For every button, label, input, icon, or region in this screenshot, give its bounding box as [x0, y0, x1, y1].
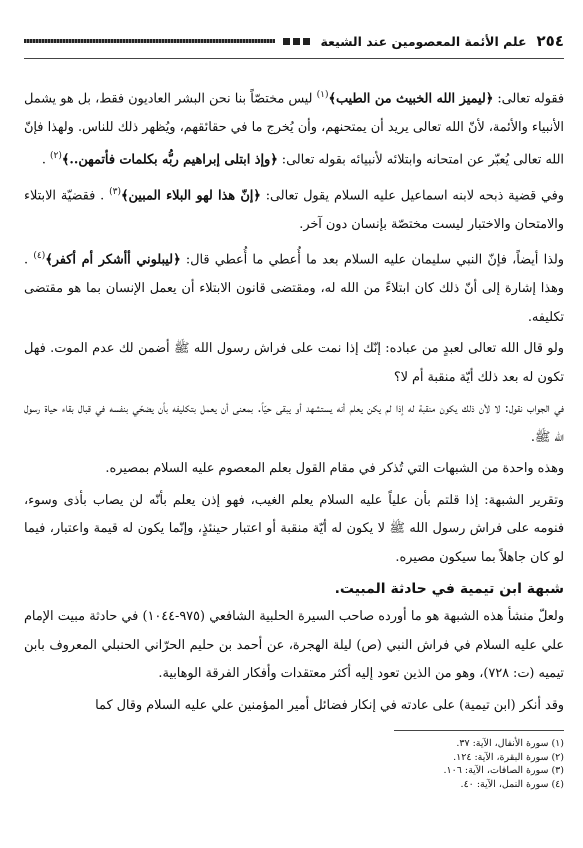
- paragraph: في الجواب نقول: لا لأن ذلك يكون منقبة له إذا لم يكن يعلم أنه يستشهد أو يبقى حيّاً. بمعنى أن يعمل بتكليفه بأن يضحّي بنفسه في قبال بقاء حياة رسول الله ﷺ.: [24, 401, 564, 445]
- paragraph: وهذه واحدة من الشبهات التي تُذكر في مقام القول بعلم المعصوم عليه السلام بمصيره.: [105, 461, 564, 477]
- section-heading: شبهة ابن تيمية في حادثة المبيت.: [334, 581, 564, 598]
- header-ornament: [283, 38, 310, 45]
- quran-quote: ﴿ليميز الله الخبيث من الطيب﴾: [328, 91, 494, 107]
- paragraph: ولو قال الله تعالى لعبدٍ من عباده: إنّك إذا نمت على فراش رسول الله ﷺ أضمن لك عدم الموت. فهل تكون له بعد ذلك أيّة منقبة أم لا؟: [24, 341, 564, 385]
- footnote: (٢) سورة البقرة، الآية: ١٢٤.: [453, 751, 564, 763]
- paragraph-text: ليس مختصّاً بنا نحن البشر العاديون فقط، بل هو يشمل الأنبياء والأئمة، لأنّ الله تعالى يريد أن يمتحنهم، وأن يُخرج ما في حقائقهم، ويُظهر ذلك للناس. ولهذا فإنّ الله تعالى يُعبّر عن امتحانه وابتلائه لأنبيائه بقوله تعالى:: [24, 91, 564, 168]
- header-rule: [24, 39, 275, 43]
- footnotes: [24, 737, 564, 791]
- footnote-ref: (٢): [50, 151, 62, 162]
- paragraph: وتقرير الشبهة: إذا قلتم بأن علياً عليه السلام يعلم الغيب، فهو إذن يعلم بأنّه لن يصاب بأذى وسوء، فنومه على فراش رسول الله ﷺ لا يكون له أيّة منقبة أو اعتبار حينئذٍ، وإنّما يكون له قيمة واعتبار، فيما لو كان جاهلاً بما سيكون مصيره.: [24, 492, 564, 565]
- page-header: [24, 28, 564, 59]
- page-number: ٢٥٤: [536, 32, 564, 50]
- paragraph: [24, 242, 564, 332]
- paragraph: ولعلّ منشأ هذه الشبهة هو ما أورده صاحب السيرة الحلبية الشافعي (٩٧٥-١٠٤٤) في حادثة مبيت الإمام علي عليه السلام في فراش النبي (ص) ليلة الهجرة، عن أحمد بن حليم الحرّاني الحنبلي المعروف بابن تيميه (ت: ٧٢٨)، وهو من الذين تعود إليه أكثر معتقدات وأفكار الفرقة الوهابية.: [24, 609, 565, 682]
- paragraph-text: . فقضيّة الابتلاء والامتحان والاختبار ليست مختصّة بإنسان دون آخر.: [24, 188, 564, 232]
- paragraph: [24, 178, 564, 239]
- footnote-divider: [394, 730, 564, 731]
- footnote: (١) سورة الأنفال، الآية: ٣٧.: [456, 738, 564, 750]
- footnote-ref: (٣): [109, 187, 121, 198]
- footnote: (٤) سورة النمل، الآية: ٤٠.: [460, 778, 564, 790]
- running-title: علم الأئمة المعصومين عند الشيعة: [320, 33, 527, 49]
- quran-quote: ﴿إنّ هذا لهو البلاء المبين﴾: [120, 188, 261, 204]
- main-text: [24, 81, 564, 720]
- footnote: (٣) سورة الصافات، الآية: ١٠٦.: [443, 765, 564, 777]
- footnote-ref: (٤): [33, 251, 46, 262]
- ornament-square: [293, 38, 300, 45]
- paragraph: وقد أنكر (ابن تيمية) على عادته في إنكار فضائل أمير المؤمنين علي عليه السلام وقال كما: [95, 697, 564, 713]
- ornament-square: [283, 38, 290, 45]
- quran-quote: ﴿ليبلوني أأشكر أم أكفر﴾: [45, 252, 181, 268]
- paragraph: [24, 81, 564, 175]
- ornament-square: [303, 38, 310, 45]
- paragraph-text: . وهذا إشارة إلى أنّ ذلك كان ابتلاءً من الله له، ومقتضى قانون الابتلاء أن يعمل الإنسان بما هو مقتضى تكليفه.: [24, 252, 564, 325]
- footnote-ref: (١): [316, 90, 329, 100]
- paragraph-text: فقوله تعالى:: [493, 91, 564, 107]
- paragraph-text: .: [41, 152, 51, 168]
- paragraph-text: ولذا أيضاً، فإنّ النبي سليمان عليه السلام بعد ما أُعطي ما أُعطي قال:: [180, 252, 564, 268]
- book-page: [24, 28, 564, 828]
- paragraph-text: وفي قضية ذبحه لابنه اسماعيل عليه السلام يقول تعالى:: [260, 188, 564, 204]
- quran-quote: ﴿وإذ ابتلى إبراهيم ربُّه بكلمات فأتمهن..﴾: [61, 152, 278, 168]
